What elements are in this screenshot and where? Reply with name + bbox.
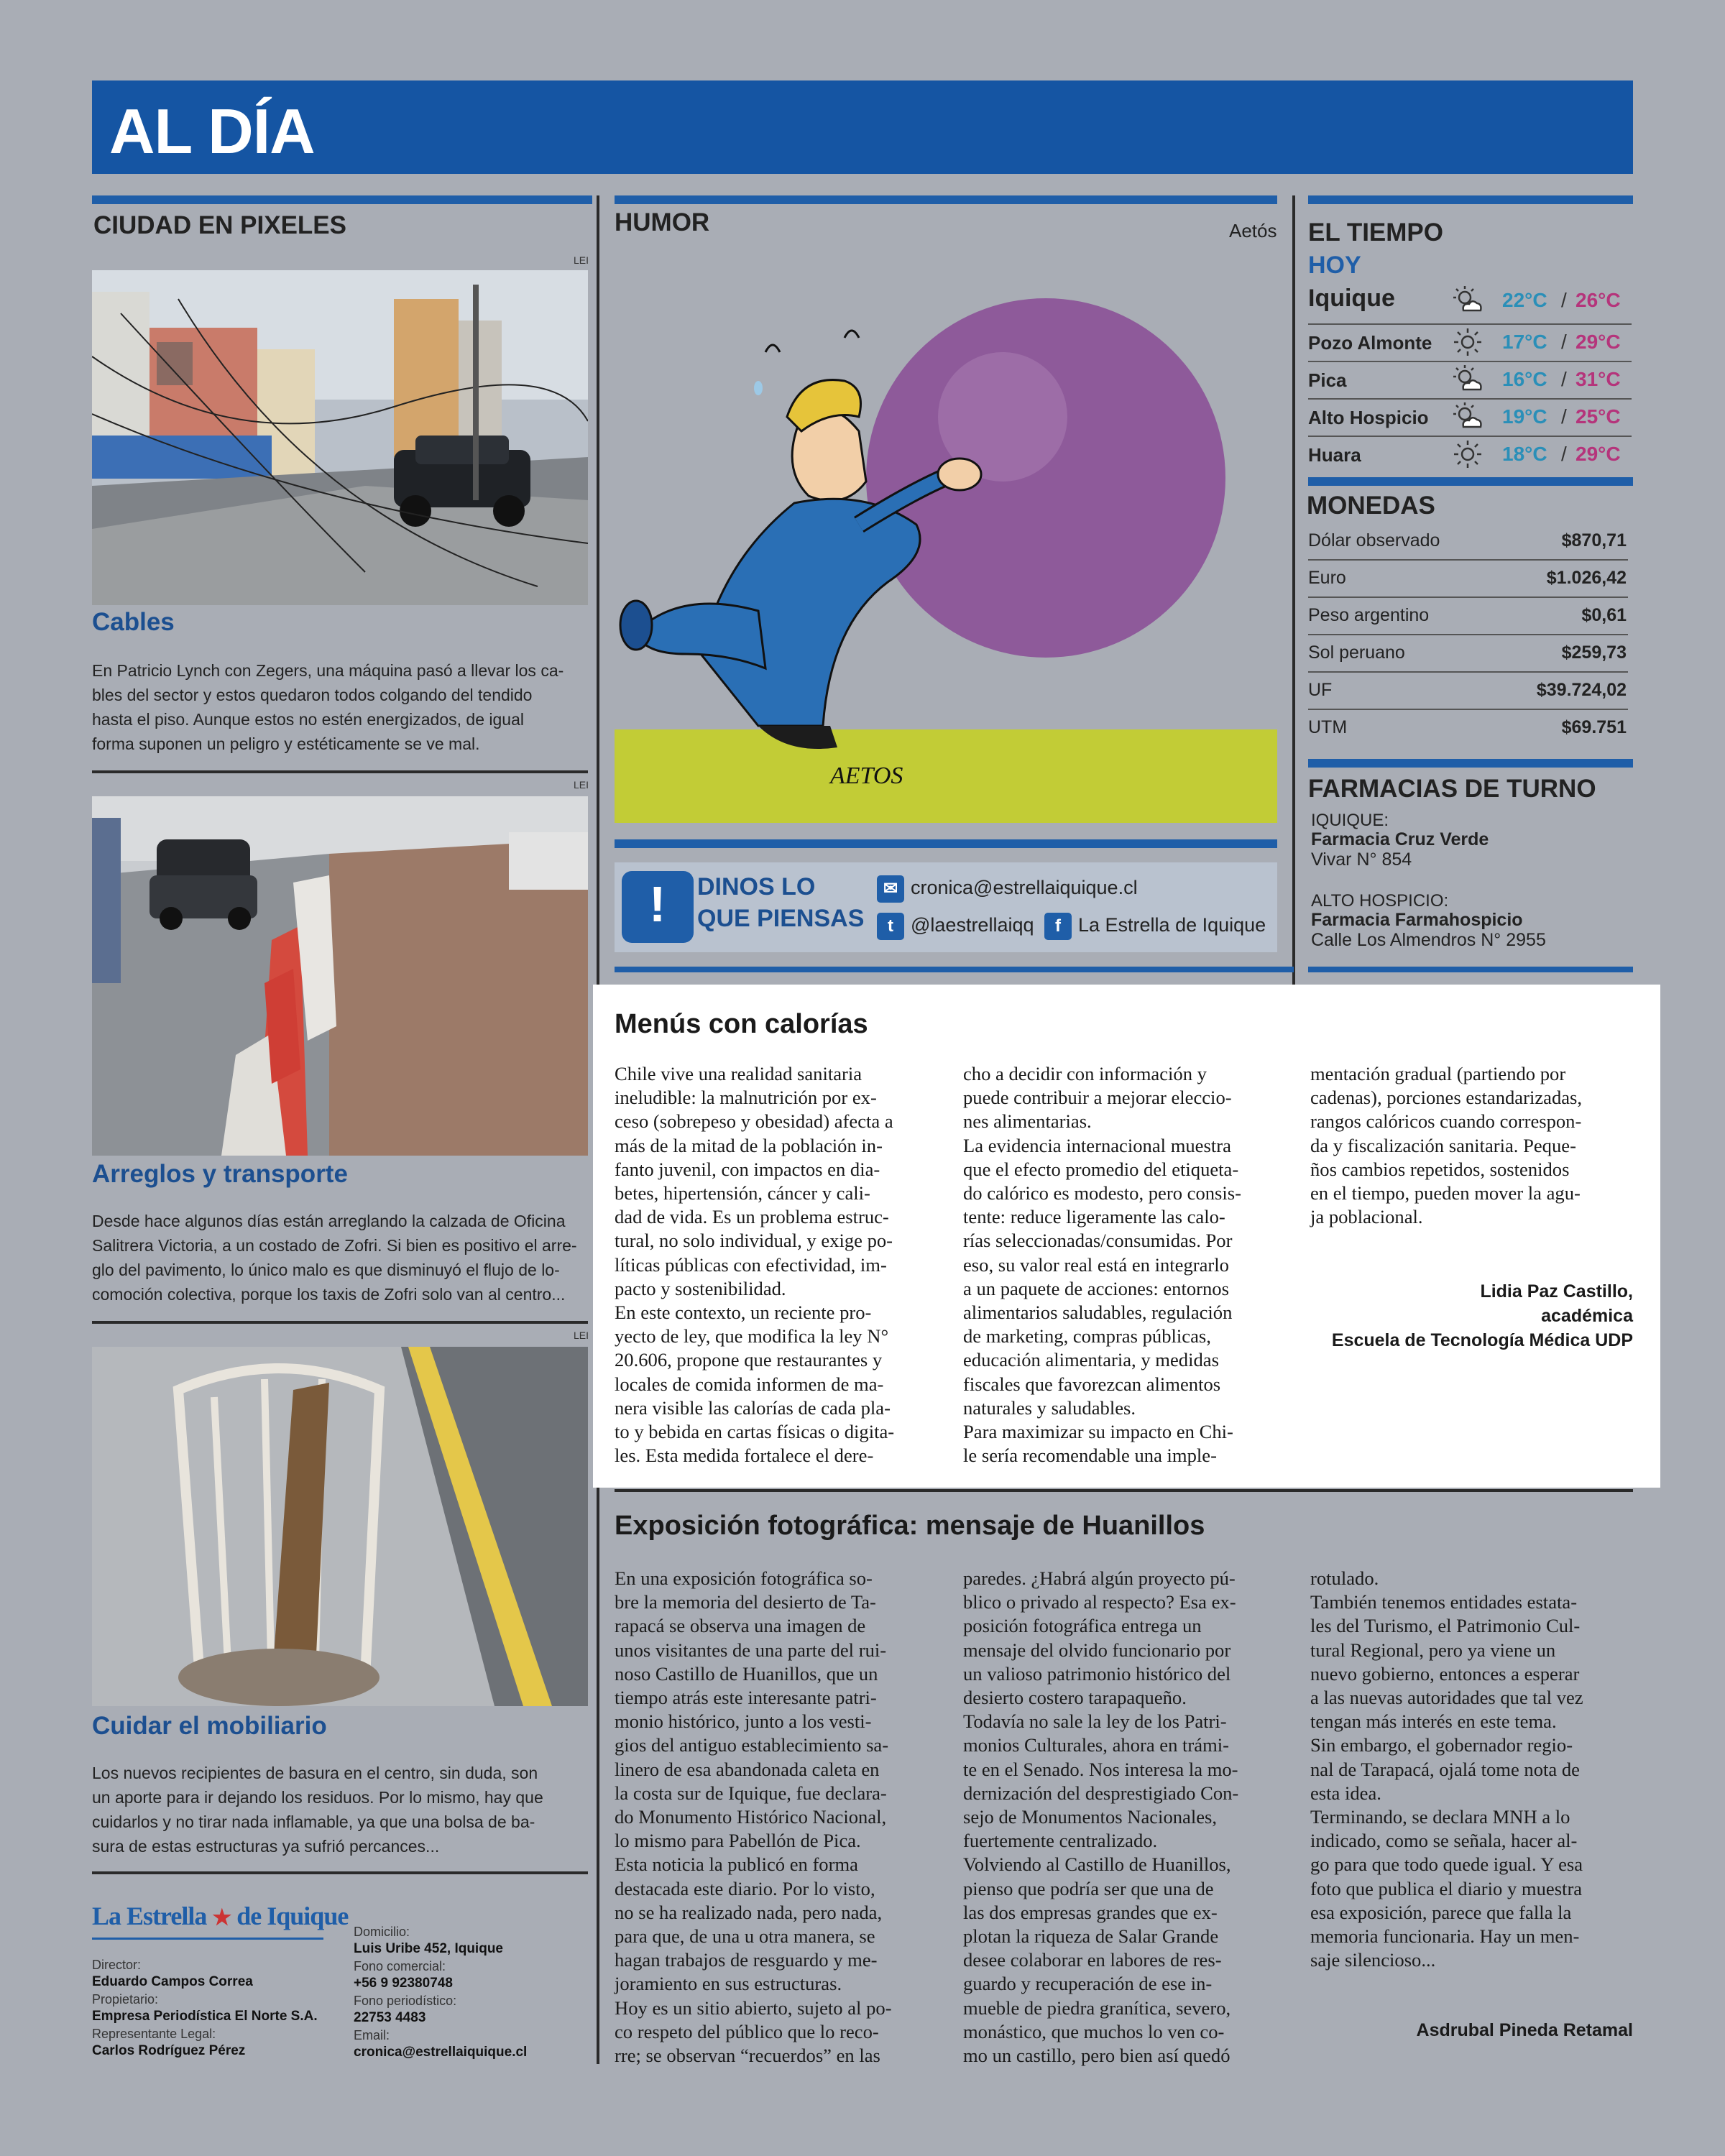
weather-separator: /	[1561, 368, 1567, 390]
pharmacy-city: IQUIQUE:	[1311, 811, 1389, 830]
cartoon-illustration	[615, 252, 1277, 823]
caption-line: glo del pavimento, lo único malo es que disminuyó el flujo de lo-	[92, 1261, 560, 1279]
dinos-top-rule	[615, 839, 1277, 848]
article-line: Volviendo al Castillo de Huanillos,	[963, 1853, 1231, 1876]
currency-value: $0,61	[1581, 605, 1627, 625]
currency-row	[1308, 635, 1628, 673]
director-label: Director:	[92, 1958, 142, 1972]
author-role: académica	[1541, 1306, 1633, 1326]
article-line: nuevo gobierno, entonces a esperar	[1310, 1662, 1580, 1685]
currency-name: Peso argentino	[1308, 605, 1430, 625]
article-line: bre la memoria del desierto de Ta-	[615, 1591, 876, 1613]
weather-min: 16°C	[1502, 368, 1547, 390]
article-signature	[1274, 1279, 1633, 1353]
article-line: rapacá se observa una imagen de	[615, 1615, 866, 1637]
email-label: Email:	[354, 2028, 390, 2042]
article-line: lo mismo para Pabellón de Pica.	[615, 1830, 861, 1852]
tiempo-top-rule	[1308, 195, 1633, 204]
article-line: rangos calóricos cuando correspon-	[1310, 1110, 1582, 1133]
weather-section-title: EL TIEMPO	[1308, 218, 1443, 247]
dinos-bottom-rule	[615, 967, 1294, 972]
legal-name: Carlos Rodríguez Pérez	[92, 2043, 246, 2058]
opinion-article-box	[593, 985, 1660, 1488]
article-line: las dos empresas grandes que ex-	[963, 1901, 1218, 1923]
article-line: destacada este diario. Por lo visto,	[615, 1877, 875, 1899]
weather-min: 22°C	[1502, 289, 1547, 311]
weather-today-label: HOY	[1308, 252, 1361, 279]
article-title: Exposición fotográfica: mensaje de Huanillos	[615, 1511, 1205, 1541]
weather-city: Pica	[1308, 369, 1347, 391]
sun-icon	[1452, 438, 1484, 470]
contact-heading	[697, 871, 870, 934]
article-line: monástico, que muchos lo ven co-	[963, 2020, 1225, 2042]
arreglos-photo	[92, 796, 588, 1156]
article-line: te en el Senado. Nos interesa la mo-	[963, 1758, 1238, 1780]
article-line: Esta noticia la publicó en forma	[615, 1853, 858, 1876]
article-line: linero de esa abandonada caleta en	[615, 1758, 880, 1780]
article-line: Para maximizar su impacto en Chi-	[963, 1421, 1233, 1443]
article-line: paredes. ¿Habrá algún proyecto pú-	[963, 1567, 1236, 1589]
weather-max: 31°C	[1576, 368, 1621, 390]
column-separator	[1292, 195, 1295, 985]
article-line: Sin embargo, el gobernador regio-	[1310, 1734, 1573, 1756]
article-line: memoria funcionaria. Hay un men-	[1310, 1925, 1580, 1948]
currency-name: Euro	[1308, 568, 1346, 588]
article-line: hagan trabajos de resguardo y me-	[615, 1949, 878, 1971]
address-value: Luis Uribe 452, Iquique	[354, 1941, 503, 1956]
caption-line: un aporte para ir dejando los residuos. Por lo mismo, hay que	[92, 1788, 543, 1807]
currency-section-title: MONEDAS	[1307, 492, 1435, 520]
currency-value: $259,73	[1561, 642, 1627, 663]
article-line: un valioso patrimonio histórico del	[963, 1662, 1231, 1685]
article-line: monio histórico, junto a los vesti-	[615, 1710, 872, 1733]
pharmacy-name: Farmacia Farmahospicio	[1311, 910, 1523, 930]
article-line: rre; se observan “recuerdos” en las	[615, 2045, 880, 2067]
article-line: ja poblacional.	[1310, 1206, 1423, 1228]
divider	[92, 1321, 588, 1324]
monedas-top-rule	[1308, 477, 1633, 486]
article-column-3	[1310, 1567, 1648, 1972]
weather-max: 25°C	[1576, 405, 1621, 428]
article-line: dad de vida. Es un problema estruc-	[615, 1206, 889, 1228]
farmacias-top-rule	[1308, 759, 1633, 768]
article-line: líticas públicas con efectividad, im-	[615, 1253, 887, 1276]
article-line: tural Regional, pero ya viene un	[1310, 1639, 1556, 1661]
article-column-1	[615, 1567, 952, 2068]
cables-caption-title: Cables	[92, 608, 175, 636]
caption-line: Los nuevos recipientes de basura en el centro, sin duda, son	[92, 1764, 538, 1782]
star-icon: ★	[212, 1906, 231, 1930]
mobiliario-caption-body	[92, 1761, 595, 1858]
pharmacy-name: Farmacia Cruz Verde	[1311, 829, 1489, 849]
cables-photo	[92, 270, 588, 605]
article-line: educación alimentaria, y medidas	[963, 1349, 1219, 1371]
cartoon-signature: AETOS	[830, 763, 903, 789]
weather-separator: /	[1561, 289, 1567, 311]
article-line: les del Turismo, el Patrimonio Cul-	[1310, 1615, 1581, 1637]
contact-email[interactable]: cronica@estrellaiquique.cl	[911, 877, 1138, 898]
currency-value: $1.026,42	[1546, 568, 1627, 588]
article-line: da y fiscalización sanitaria. Peque-	[1310, 1134, 1576, 1156]
humor-top-rule	[615, 195, 1277, 204]
weather-city: Huara	[1308, 444, 1361, 466]
caption-line: Desde hace algunos días están arreglando la calzada de Oficina	[92, 1212, 566, 1230]
weather-city: Alto Hospicio	[1308, 407, 1429, 428]
author-org: Escuela de Tecnología Médica UDP	[1331, 1330, 1633, 1350]
article-line: tural, no solo individual, y exige po-	[615, 1230, 893, 1252]
currency-value: $69.751	[1561, 717, 1627, 737]
article-line: rotulado.	[1310, 1567, 1379, 1589]
article-line: cadenas), porciones estandarizadas,	[1310, 1087, 1583, 1109]
article-line: betes, hipertensión, cáncer y cali-	[615, 1182, 870, 1204]
article-line: saje silencioso...	[1310, 1949, 1436, 1971]
caption-line: cuidarlos y no tirar nada inflamable, ya que una bolsa de ba-	[92, 1812, 535, 1831]
arreglos-caption-body	[92, 1209, 595, 1307]
currency-name: UTM	[1308, 717, 1348, 737]
logo-underline	[92, 1938, 323, 1940]
article-line: la costa sur de Iquique, fue declara-	[615, 1782, 887, 1804]
article-line: fuertemente centralizado.	[963, 1830, 1158, 1852]
currency-row	[1308, 561, 1628, 598]
cartoon-author: Aetós	[1229, 220, 1277, 241]
article-column-3	[1310, 1062, 1648, 1229]
article-line: ños cambios repetidos, sostenidos	[1310, 1158, 1570, 1180]
article-line: noso Castillo de Huanillos, que un	[615, 1662, 878, 1685]
article-line: de marketing, compras públicas,	[963, 1325, 1211, 1348]
article-line: Todavía no sale la ley de los Patri-	[963, 1710, 1227, 1733]
legal-label: Representante Legal:	[92, 2027, 216, 2041]
article-line: En una exposición fotográfica so-	[615, 1567, 873, 1589]
mobiliario-photo	[92, 1347, 588, 1706]
photo-credit: LEI	[574, 1330, 589, 1341]
article-line: go para que todo quede igual. Y esa	[1310, 1853, 1583, 1876]
article-line: nal de Tarapacá, ojalá tome nota de	[1310, 1758, 1580, 1780]
article-column-1	[615, 1062, 952, 1468]
contact-twitter[interactable]: @laestrellaiqq	[911, 914, 1034, 936]
weather-max: 26°C	[1576, 289, 1621, 311]
article-line: plotan la riqueza de Salar Grande	[963, 1925, 1219, 1948]
partly-cloudy-icon	[1452, 401, 1484, 433]
weather-row	[1308, 438, 1632, 474]
article-line: cho a decidir con información y	[963, 1063, 1207, 1084]
article-title: Menús con calorías	[615, 1009, 868, 1039]
weather-row	[1308, 326, 1632, 362]
currency-row	[1308, 710, 1628, 747]
article-line: desierto costero tarapaqueño.	[963, 1687, 1187, 1709]
article-line: monios Culturales, ahora en trámi-	[963, 1734, 1230, 1756]
email-value: cronica@estrellaiquique.cl	[354, 2045, 528, 2060]
photo-credit: LEI	[574, 779, 589, 791]
article-line: do Monumento Histórico Nacional,	[615, 1806, 887, 1828]
currency-value: $39.724,02	[1536, 680, 1627, 700]
article-line: posición fotográfica entrega un	[963, 1615, 1202, 1637]
weather-min: 18°C	[1502, 443, 1547, 465]
weather-row-divider	[1308, 323, 1632, 325]
article-line: les. Esta medida fortalece el dere-	[615, 1445, 874, 1467]
ciudad-section-title: CIUDAD EN PIXELES	[93, 211, 346, 239]
divider	[615, 1489, 1633, 1492]
article-line: dernización del desprestigiado Con-	[963, 1782, 1239, 1804]
pharmacy-address: Vivar N° 854	[1311, 849, 1412, 870]
contact-heading-line: QUE PIENSAS	[697, 905, 865, 932]
arreglos-caption-title: Arreglos y transporte	[92, 1160, 348, 1188]
cables-caption-body	[92, 658, 595, 756]
pharmacy-address: Calle Los Almendros N° 2955	[1311, 930, 1546, 950]
article-line: ineludible: la malnutrición por ex-	[615, 1087, 877, 1109]
article-line: joramiento en sus estructuras.	[615, 1973, 842, 1995]
owner-label: Propietario:	[92, 1992, 159, 2007]
article-line: que el efecto promedio del etiqueta-	[963, 1158, 1239, 1180]
article-line: También tenemos entidades estata-	[1310, 1591, 1578, 1613]
article-column-2	[963, 1567, 1301, 2068]
article-signature: Asdrubal Pineda Retamal	[1416, 2020, 1633, 2040]
article-line: to y bebida en cartas físicas o digita-	[615, 1421, 895, 1443]
partly-cloudy-icon	[1452, 364, 1484, 395]
caption-line: comoción colectiva, porque los taxis de Zofri solo van al centro...	[92, 1285, 566, 1304]
article-line: nera visible las calorías de cada pla-	[615, 1396, 891, 1419]
weather-row	[1308, 364, 1632, 400]
article-line: mensaje del olvido funcionario por	[963, 1639, 1231, 1661]
article-line: sejo de Monumentos Nacionales,	[963, 1806, 1218, 1828]
weather-city: Pozo Almonte	[1308, 332, 1432, 354]
article-line: mentación gradual (partiendo por	[1310, 1063, 1566, 1084]
caption-line: En Patricio Lynch con Zegers, una máquina pasó a llevar los ca-	[92, 661, 564, 680]
weather-city: Iquique	[1308, 285, 1395, 312]
sun-icon	[1452, 326, 1484, 358]
article-line: pienso que podría ser que una de	[963, 1877, 1214, 1899]
article-line: en el tiempo, pueden mover la agu-	[1310, 1182, 1581, 1204]
ciudad-top-rule	[92, 195, 592, 204]
article-line: foto que publica el diario y muestra	[1310, 1877, 1583, 1899]
phone-commercial-value: +56 9 92380748	[354, 1976, 453, 1991]
currency-name: Sol peruano	[1308, 642, 1405, 663]
article-line: locales de comida informen de ma-	[615, 1373, 884, 1395]
weather-max: 29°C	[1576, 331, 1621, 353]
article-line: puede contribuir a mejorar eleccio-	[963, 1087, 1232, 1109]
article-line: yecto de ley, que modifica la ley N°	[615, 1325, 889, 1348]
contact-box	[615, 862, 1277, 952]
article-line: alimentarios saludables, regulación	[963, 1302, 1233, 1324]
article-line: gios del antiguo establecimiento sa-	[615, 1734, 889, 1756]
article-line: fanto juvenil, con impactos en dia-	[615, 1158, 880, 1180]
article-line: Hoy es un sitio abierto, sujeto al po-	[615, 1996, 892, 2019]
article-line: naturales y saludables.	[963, 1396, 1136, 1419]
contact-heading-line: DINOS LO	[697, 873, 816, 900]
speech-bubble-icon: !	[622, 871, 694, 943]
article-line: tiempo atrás este interesante patri-	[615, 1687, 877, 1709]
article-line: ceso (sobrepeso y obesidad) afecta a	[615, 1110, 893, 1133]
pharmacy-section-title: FARMACIAS DE TURNO	[1308, 775, 1596, 803]
article-line: fiscales que favorezcan alimentos	[963, 1373, 1221, 1395]
address-label: Domicilio:	[354, 1925, 410, 1939]
director-name: Eduardo Campos Correa	[92, 1974, 253, 1989]
article-line: unos visitantes de una parte del rui-	[615, 1639, 887, 1661]
farmacias-bottom-rule	[1308, 967, 1633, 972]
article-line: esta idea.	[1310, 1782, 1381, 1804]
article-line: a las nuevas autoridades que tal vez	[1310, 1687, 1583, 1709]
article-line: La evidencia internacional muestra	[963, 1134, 1231, 1156]
article-line: guardo y recuperación de ese in-	[963, 1973, 1213, 1995]
divider	[92, 770, 588, 773]
caption-line: sura de estas estructuras ya sufrió percances...	[92, 1837, 440, 1856]
article-line: eso, su valor real está en integrarlo	[963, 1253, 1229, 1276]
currency-row	[1308, 673, 1628, 710]
weather-min: 17°C	[1502, 331, 1547, 353]
weather-row-divider	[1308, 398, 1632, 400]
article-line: no se ha realizado nada, pero nada,	[615, 1901, 883, 1923]
logo-text-right: de Iquique	[236, 1902, 349, 1930]
article-line: nes alimentarias.	[963, 1110, 1092, 1133]
facebook-icon: f	[1044, 913, 1072, 940]
article-line: Chile vive una realidad sanitaria	[615, 1063, 862, 1084]
weather-row-divider	[1308, 436, 1632, 437]
article-line: mueble de piedra granítica, severo,	[963, 1996, 1231, 2019]
caption-line: hasta el piso. Aunque estos no estén energizados, de igual	[92, 710, 524, 729]
humor-section-title: HUMOR	[615, 208, 710, 236]
article-line: 20.606, propone que restaurantes y	[615, 1349, 883, 1371]
section-header-title: AL DÍA	[109, 96, 315, 167]
pharmacy-city: ALTO HOSPICIO:	[1311, 891, 1449, 911]
section-header-banner	[92, 80, 1633, 174]
weather-separator: /	[1561, 443, 1567, 465]
owner-name: Empresa Periodística El Norte S.A.	[92, 2009, 318, 2024]
author-name: Lidia Paz Castillo,	[1480, 1281, 1633, 1302]
article-line: desee colaborar en labores de res-	[963, 1949, 1222, 1971]
article-line: Terminando, se declara MNH a lo	[1310, 1806, 1570, 1828]
weather-max: 29°C	[1576, 443, 1621, 465]
phone-newsroom-value: 22753 4483	[354, 2010, 426, 2025]
article-line: esa exposición, parece que falla la	[1310, 1901, 1572, 1923]
weather-separator: /	[1561, 331, 1567, 353]
article-line: blico o privado al respecto? Esa ex-	[963, 1591, 1236, 1613]
article-line: En este contexto, un reciente pro-	[615, 1302, 872, 1324]
partly-cloudy-icon	[1452, 285, 1484, 316]
caption-line: Salitrera Victoria, a un costado de Zofri. Si bien es positivo el arre-	[92, 1236, 577, 1255]
contact-facebook[interactable]: La Estrella de Iquique	[1078, 914, 1266, 936]
weather-row	[1308, 285, 1632, 321]
article-line: tente: reduce ligeramente las calo-	[963, 1206, 1225, 1228]
currency-row	[1308, 598, 1628, 635]
weather-separator: /	[1561, 405, 1567, 428]
article-line: más de la mitad de la población in-	[615, 1134, 883, 1156]
article-line: do calórico es modesto, pero consis-	[963, 1182, 1241, 1204]
currency-value: $870,71	[1561, 530, 1627, 550]
currency-name: Dólar observado	[1308, 530, 1440, 550]
weather-row-divider	[1308, 361, 1632, 362]
newspaper-logo	[92, 1901, 348, 1931]
article-line: co respeto del público que lo reco-	[615, 2020, 879, 2042]
phone-commercial-label: Fono comercial:	[354, 1959, 446, 1973]
article-line: pacto y sostenibilidad.	[615, 1277, 786, 1299]
article-line: rías seleccionadas/consumidas. Por	[963, 1230, 1233, 1252]
article-line: le sería recomendable una imple-	[963, 1445, 1217, 1467]
twitter-icon: t	[877, 913, 904, 940]
photo-credit: LEI	[574, 254, 589, 266]
logo-text-left: La Estrella	[92, 1902, 207, 1930]
caption-line: forma suponen un peligro y estéticamente se ve mal.	[92, 734, 480, 753]
currency-row	[1308, 523, 1628, 561]
article-line: mo un castillo, pero bien así quedó	[963, 2045, 1230, 2067]
phone-newsroom-label: Fono periodístico:	[354, 1994, 457, 2008]
article-line: a un paquete de acciones: entornos	[963, 1277, 1229, 1299]
article-line: indicado, como se señala, hacer al-	[1310, 1830, 1578, 1852]
mobiliario-caption-title: Cuidar el mobiliario	[92, 1712, 327, 1740]
article-line: tengan más interés en este tema.	[1310, 1710, 1557, 1733]
weather-min: 19°C	[1502, 405, 1547, 428]
currency-name: UF	[1308, 680, 1333, 700]
caption-line: bles del sector y estos quedaron todos colgando del tendido	[92, 686, 533, 704]
email-icon: ✉	[877, 875, 904, 903]
article-line: para que, de una u otra manera, se	[615, 1925, 875, 1948]
divider	[92, 1871, 588, 1874]
weather-row	[1308, 401, 1632, 437]
article-column-2	[963, 1062, 1301, 1468]
